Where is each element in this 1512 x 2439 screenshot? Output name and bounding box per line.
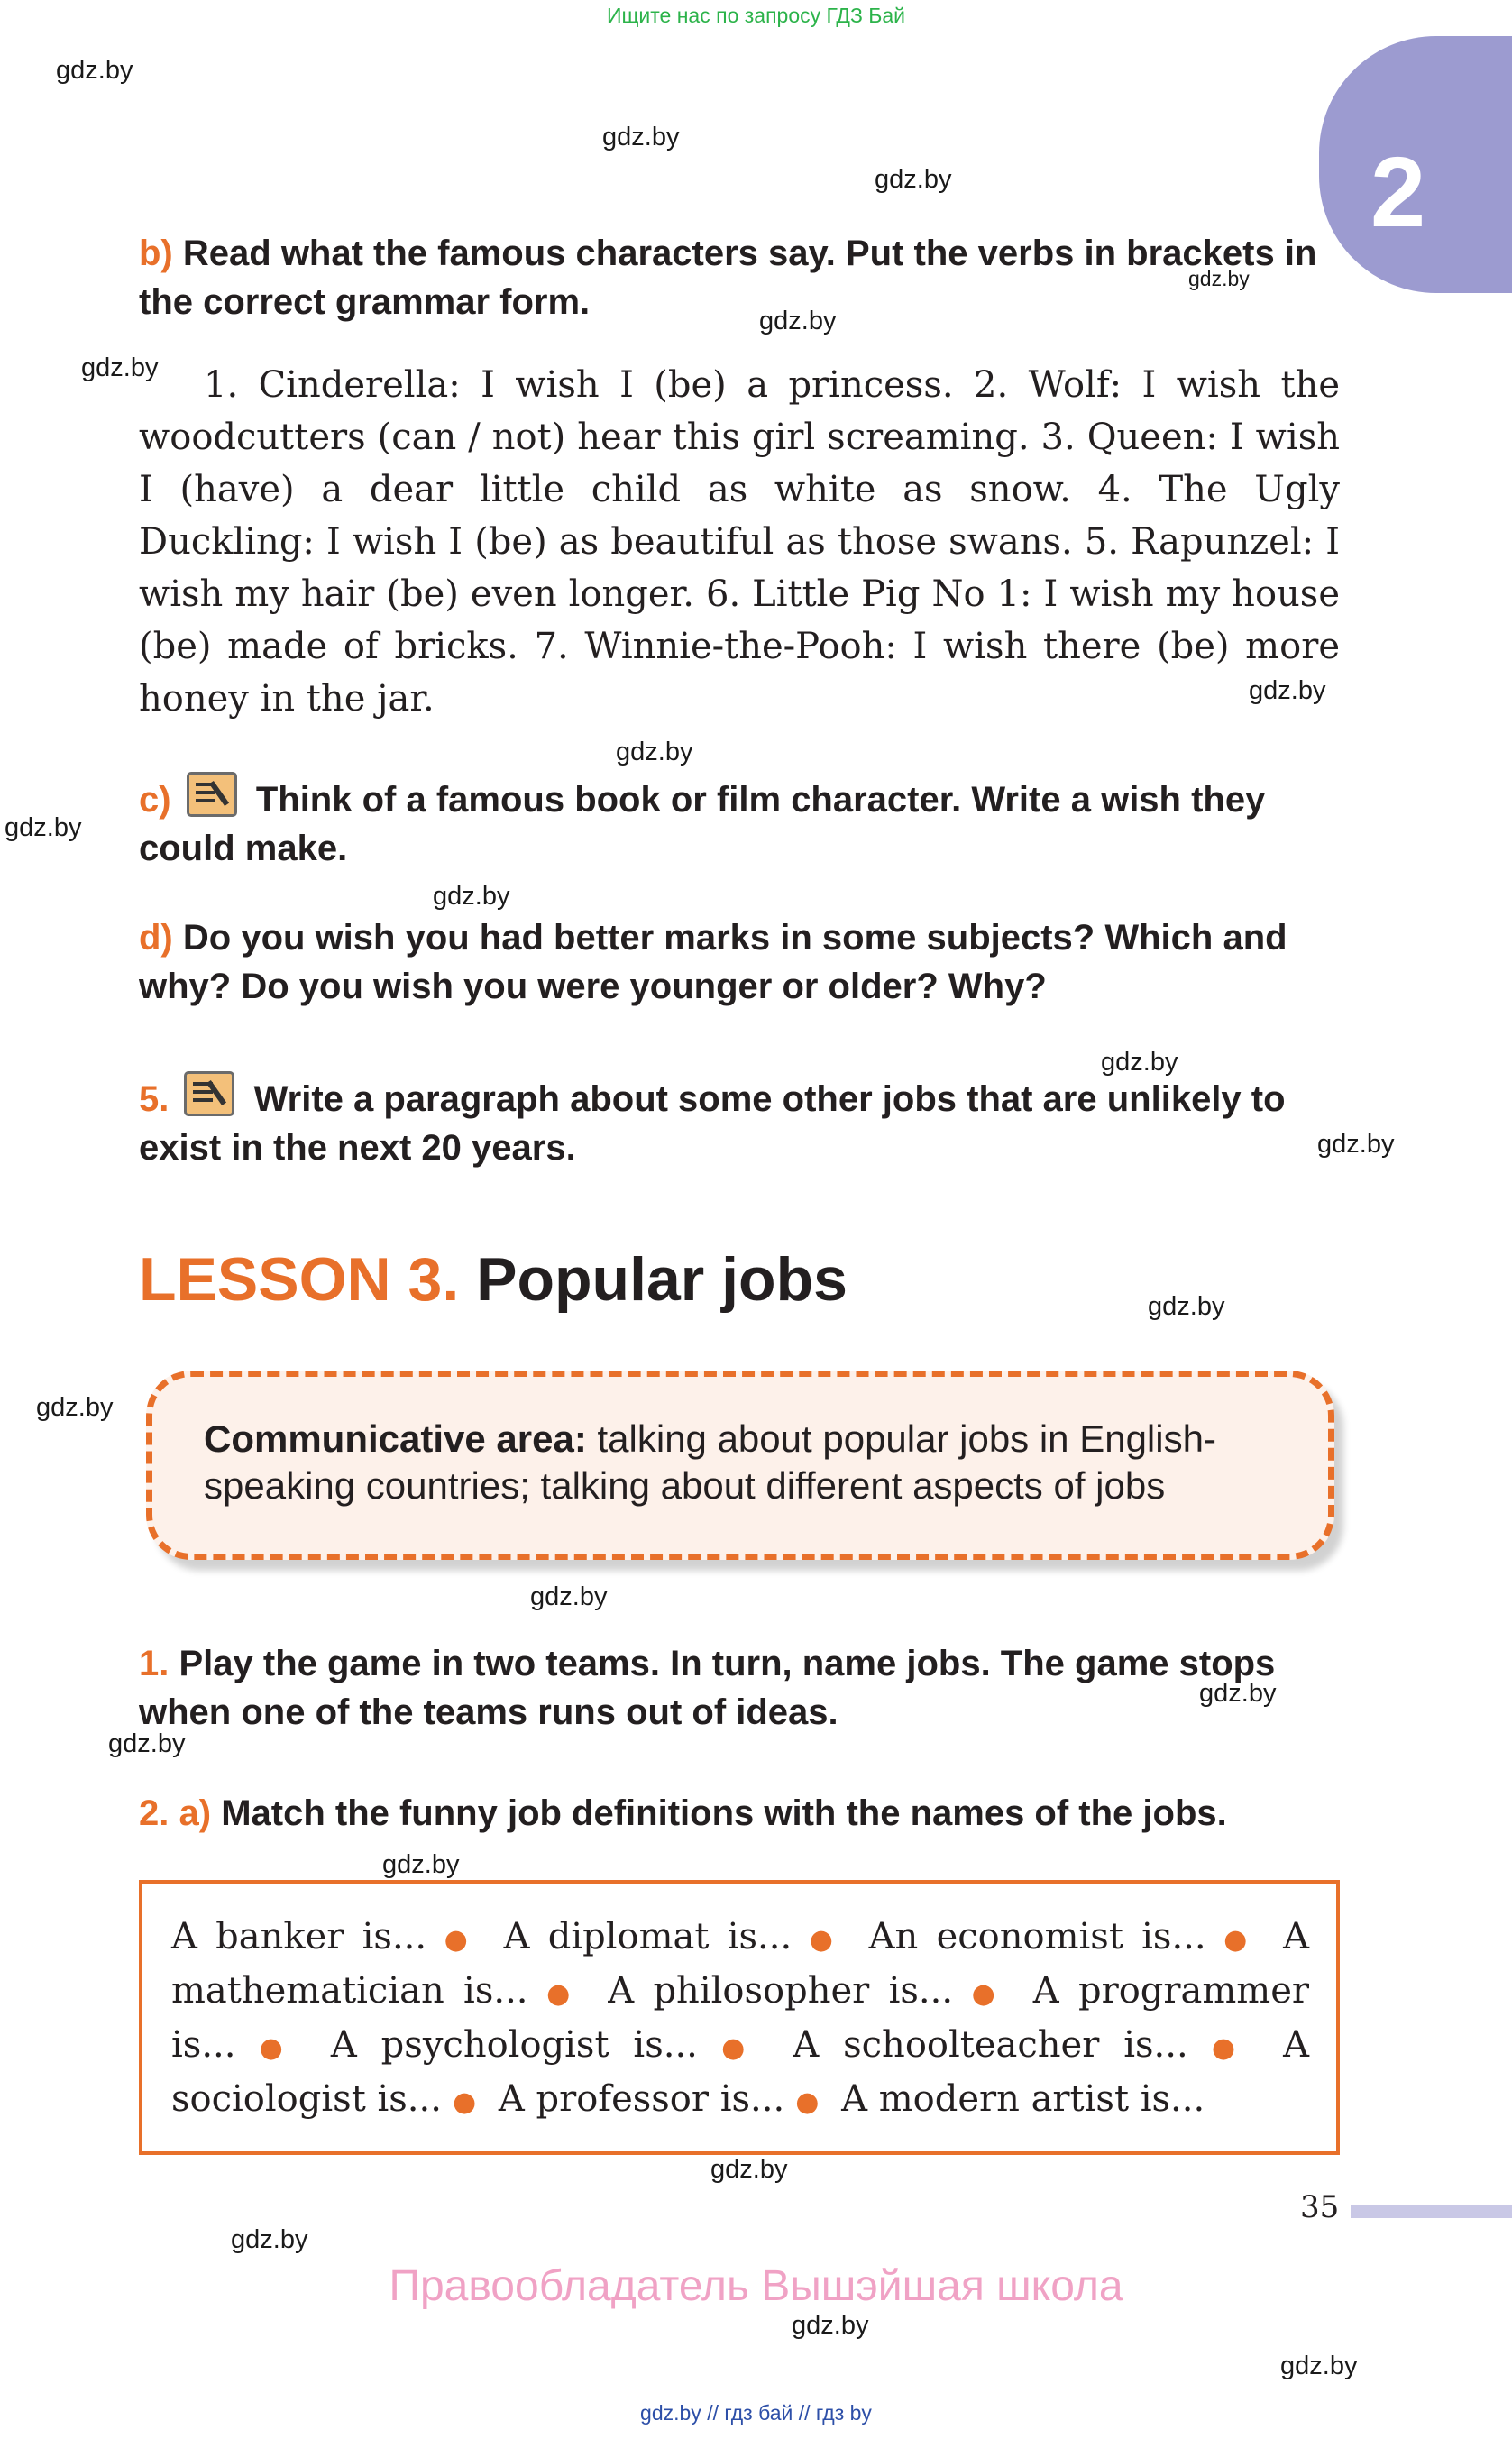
bottom-links[interactable]: gdz.by // гдз бай // гдз by <box>640 2401 872 2425</box>
communicative-area-description: talking about popular jobs in English-speaking countries; talking about different aspects of jobs <box>204 1417 1216 1507</box>
task-c-instruction <box>139 772 1340 873</box>
top-note: Ищите нас по запросу ГДЗ Бай <box>606 4 906 27</box>
page-number-bar <box>1351 2205 1512 2218</box>
task-1-label: 1. <box>139 1644 170 1683</box>
task-5-label: 5. <box>139 1079 170 1119</box>
task-5-instruction <box>139 1071 1340 1172</box>
writing-icon <box>187 772 237 817</box>
watermark: gdz.by <box>5 813 82 842</box>
communicative-area-label: Communicative area: <box>204 1417 587 1460</box>
job-definition: A philosopher is... <box>608 1970 954 2012</box>
job-definition: A sociologist is... <box>171 2024 1310 2120</box>
watermark: gdz.by <box>710 2155 788 2184</box>
job-definition: A mathematician is... <box>171 1916 1309 2012</box>
job-definition: A banker is... <box>171 1916 427 1958</box>
lesson-title <box>139 1244 848 1315</box>
copyright-notice: Правообладатель Вышэйшая школа <box>389 2262 1123 2310</box>
watermark: gdz.by <box>530 1582 608 1611</box>
watermark: gdz.by <box>36 1393 114 1422</box>
watermark: gdz.by <box>616 738 693 766</box>
watermark: gdz.by <box>231 2225 308 2254</box>
bullet-dot: ● <box>1198 2032 1249 2064</box>
watermark: gdz.by <box>1249 676 1326 705</box>
task-2a-instruction-text: Match the funny job definitions with the names of the jobs. <box>221 1793 1227 1833</box>
task-b-label: b) <box>139 234 173 273</box>
unit-number: 2 <box>1370 137 1426 248</box>
job-definition: A modern artist is... <box>841 2078 1205 2120</box>
job-definition: A diplomat is... <box>503 1916 793 1958</box>
page-number: 35 <box>1300 2189 1340 2225</box>
task-b-sentences: 1. Cinderella: I wish I (be) a princess. 2. Wolf: I wish the woodcutters (can / not) hear this girl screaming. 3. Queen: I wish I (have) a dear little child as white as snow. 4. The Ugly Duckling: I wish I (be) as beautiful as those swans. 5. Rapunzel: I wish my hair (be) even longer. 6. Little Pig No 1: I wish my house (be) made of bricks. 7. Winnie-the-Pooh: I wish there (be) more honey in the jar. <box>139 364 1340 720</box>
task-5-instruction-text: Write a paragraph about some other jobs that are unlikely to exist in the next 20 years. <box>139 1079 1286 1168</box>
bullet-dot: ● <box>452 2086 477 2118</box>
watermark: gdz.by <box>759 307 837 335</box>
lesson-name: Popular jobs <box>476 1245 848 1314</box>
watermark: gdz.by <box>602 123 680 151</box>
bullet-dot: ● <box>964 1978 1003 2010</box>
task-1-instruction <box>139 1639 1340 1737</box>
bullet-dot: ● <box>437 1924 475 1956</box>
task-c-label: c) <box>139 780 171 820</box>
task-d-instruction <box>139 913 1340 1011</box>
task-b-instruction-text: Read what the famous characters say. Put the verbs in brackets in the correct grammar form. <box>139 234 1317 322</box>
watermark: gdz.by <box>1101 1048 1178 1077</box>
job-definition: A professor is... <box>498 2078 785 2120</box>
task-d-instruction-text: Do you wish you had better marks in some subjects? Which and why? Do you wish you were younger or older? Why? <box>139 918 1287 1006</box>
bullet-dot: ● <box>538 1978 578 2010</box>
bullet-dot: ● <box>246 2032 296 2064</box>
job-definition: A schoolteacher is... <box>793 2024 1188 2066</box>
task-b-instruction <box>139 229 1340 326</box>
watermark: gdz.by <box>1148 1292 1225 1321</box>
task-2a-instruction <box>139 1789 1340 1838</box>
watermark: gdz.by <box>56 56 133 85</box>
task-1-instruction-text: Play the game in two teams. In turn, name jobs. The game stops when one of the teams runs out of ideas. <box>139 1644 1276 1732</box>
job-definition: A psychologist is... <box>330 2024 698 2066</box>
communicative-area-text <box>204 1416 1286 1509</box>
watermark: gdz.by <box>1188 267 1250 290</box>
task-2-number: 2. <box>139 1793 170 1833</box>
task-d-label: d) <box>139 918 173 958</box>
watermark: gdz.by <box>382 1850 460 1879</box>
job-definition: An economist is... <box>868 1916 1206 1958</box>
bullet-dot: ● <box>802 1924 840 1956</box>
watermark: gdz.by <box>433 882 510 911</box>
watermark: gdz.by <box>1280 2352 1358 2380</box>
watermark: gdz.by <box>1317 1130 1395 1159</box>
watermark: gdz.by <box>875 165 952 194</box>
task-2a-label: a) <box>179 1793 212 1833</box>
job-definition: A programmer is... <box>171 1970 1310 2066</box>
watermark: gdz.by <box>108 1729 186 1758</box>
lesson-number: LESSON 3. <box>139 1245 460 1314</box>
bullet-dot: ● <box>708 2032 758 2064</box>
bullet-dot: ● <box>1216 1924 1254 1956</box>
bullet-dot: ● <box>795 2086 820 2118</box>
watermark: gdz.by <box>81 353 159 382</box>
watermark: gdz.by <box>792 2311 869 2340</box>
task-c-instruction-text: Think of a famous book or film character. Write a wish they could make. <box>139 780 1266 868</box>
writing-icon <box>184 1071 234 1116</box>
watermark: gdz.by <box>1199 1679 1277 1708</box>
jobs-list <box>171 1912 1309 2128</box>
